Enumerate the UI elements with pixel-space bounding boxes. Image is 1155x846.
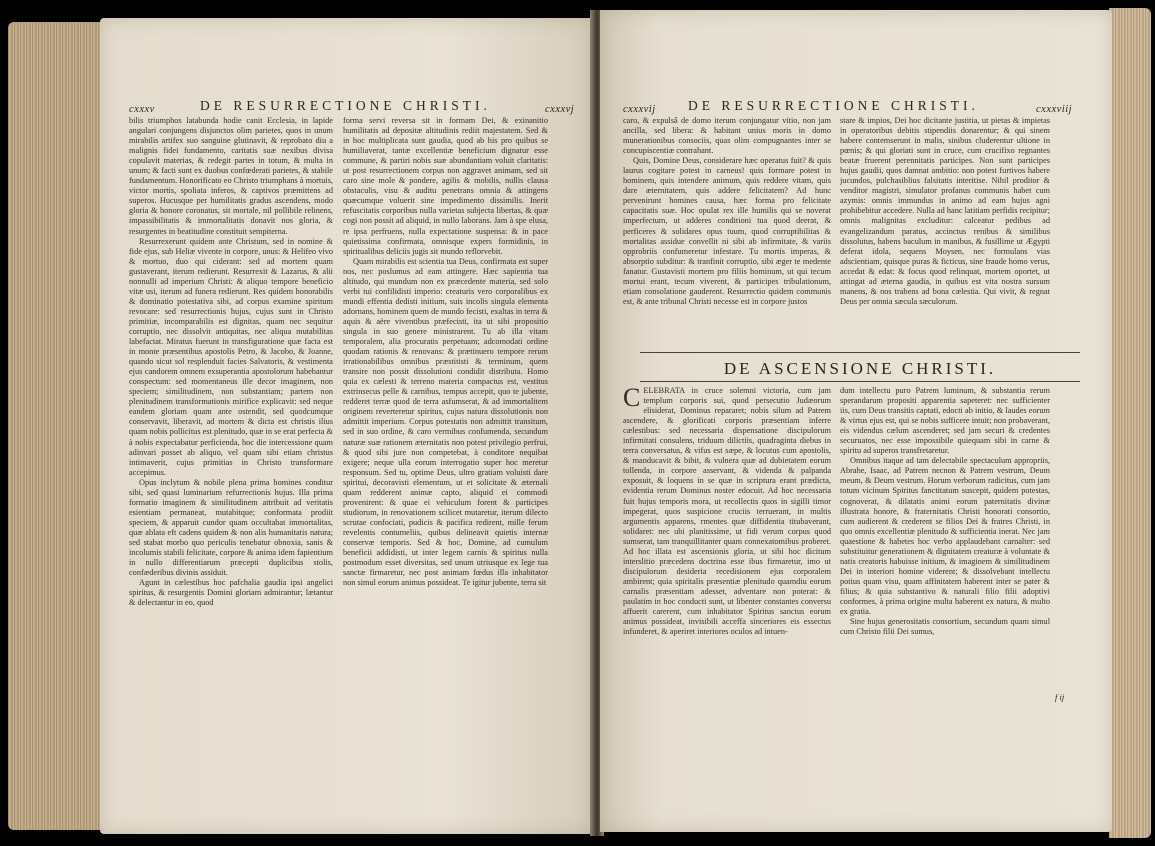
right-column-1 xyxy=(623,116,831,336)
left-column-1 xyxy=(129,116,333,686)
page-edges-left xyxy=(8,22,108,830)
running-title: DE RESURRECTIONE CHRISTI. xyxy=(688,98,979,113)
right-column-3 xyxy=(623,386,831,686)
page-number: cxxxviij xyxy=(1036,104,1073,115)
right-page-number-right-wrap xyxy=(1036,100,1072,116)
drop-cap: C xyxy=(623,386,641,412)
paragraph: Resurrexerunt quidem ante Christum, sed in nomine & fide ejus, sub Heliæ vivente in corpore, unus: & Helifeo vivo & mortuo, duo qui ciderant: sed ad mortem quam gustaverant, iterum redierunt. Resurrexit & Lazarus, & alii nonnulli ad imperium Christi: & aliquo tempore beneficio vitæ usi, iterum ad funera redierunt. Res quidem honorabilis & dominatio potestativa sibi, ad corpus examine spiritum revocare: sed resurrectionis hujus, cujus sunt in Christo primitiæ, incomparabilis est dignitas, quam nec sequitur corruptio, nec dissolvit antiquitas, nec aliqua mutabilitas labefactat. Miratus fuerunt in transfiguratione quæ facta est in monte præsentibus apostolis Petro, & Jacobo, & Joanne, quando sicut sol resplenduit facies Salvatoris, & vestimenta ejus candorem omnem exsuperantia apostolorum habebantur conspectum: sed momentaneus ille decor imaginem, non speciem; similitudinem, non substantiam; partem non plenitudinem transformationis mirifice explicavit: sed neque eandem gloriam quam ante ostendit, sed quodcumque conservavit, liberavit, ad mortem & dicta est christis ilius quam nobis pollicitus est plenitudo, quæ in se erat perfecta & à nobis expectabatur perficienda, hoc die intercessione quam adinvari posset ab aliquo, vel quam sibi etiam christus intimaverit, cujus primitias in Christo transformare accepimus. xyxy=(129,236,333,477)
paragraph: Omnibus itaque ad tam delectabile spectaculum appropriis, Abrahe, Isaac, ad Patrem necnon & Patrem vestrum, Deum meum, & Deum vestrum. Horum verborum radicitus, cum jam totum vicinum Spiritus fanctitatum suscepit, quidem potestas, cognoverat, & dilatatis animi eorum paternitatis divinæ illustrata honore, & fraternitatis Christi honorati consortio, cum audierent & crederent se filios Dei & fratres Christi, in quo omnis excellentiæ plenitudo & sufficientia inerat. Nec jam quaestione & habetes hoc verbo applaudebant carnalter: sed substituitur generationem & dignitatem creaturæ à voluntate & natis creatoris habuisse initium, & imaginem & similitudinem Dei in interiori homine viderent; & dissolvebant intellectu potius quam visu, quam affinitatem haberent inter se pater & filius; & quia substantivo & naturali filio filii adoptivi conformes, à prima origine multa haberent ex natura, & multo ex gratia. xyxy=(840,456,1050,617)
page-number: cxxxvij xyxy=(623,104,656,115)
section-rule-bottom xyxy=(640,381,1080,382)
right-column-4 xyxy=(840,386,1050,690)
page-number: cxxxvj xyxy=(545,104,575,115)
paragraph: Quis, Domine Deus, considerare hæc operatus fuit? & quis laurus cogitare potest in carneus! quis formare potest in hominem, quis intendere animum, quis reddere vitam, quis dare æternitatem, quis addere felicitatem? Ad hunc pervenirunt homines causa, hæc forma pro felicitate capacitatis suæ. Hoc opulat rex ille humilis qui se noverat imperfectum, ut adderes conditioni tua quod deerat, & perficeres & solidares opus tuum, quod corruptibilitas & mortalitas assidue convellit ni sibi ab infirmitate, & variis opprobriis confumeretur infestare. Tu mortis imperas, & absorptio subditur: & tranfinit corruptio, sibi æger te medente fanatur. Gustavisti mortem pro filiis hominum, ut qui tecum mortui erant, tecum viverent, & participes tribulationum, etiam consolatione gauderent. Resurrectio quidem communis est, & ante tribunal Christi necesse est in corpore justos xyxy=(623,156,831,306)
paragraph: caro, & expulsâ de domo iterum conjungatur vitio, non jam ancilla, sed libera: & habitant unius moris in domo munerationibus consociis, quas olim compugnantes inter se concupiscentiæ contrahant. xyxy=(623,116,831,156)
page-edges-right xyxy=(1109,8,1151,838)
paragraph: Agunt in cælestibus hoc pafchalia gaudia ipsi angelici spiritus, & resurgentis Domini gloriam admirantur; lætantur & delectantur in eo, quod xyxy=(129,578,333,608)
right-running-title-wrap xyxy=(688,98,979,114)
paragraph-text: ELEBRATA in cruce solemni victoria, cum jam templum corporis sui, quod persecutio Judæorum elisiderat, Dominus repararet; nobis silum ad Patrem ascendere, & glorificati corporis præsentiam inferre cælestibus: sed necessaria dispensatione discipulorum infirmitati consulens, triduum dilictiis, quadraginta diebus in terra conversatus, & vifus est sæpe, & locutus cum apostolis, & manducavit & bibit, & vulnera quæ ad dubietatem eorum tollenda, in corpore asservant, & videnda & palpanda exposuit, & loquens in se quæ in scriptura erant prædicta, evidentia rerum Dominus noster edocuit. Ad hoc necessaria fuit hujus temporis mora, ut recollectis quos in sigilli timor impegerat, quos suspicione cruciis terruerant, in multis argumentis apparens, rmentes quæ diffidentia titubaverant, solidaret: nec ubi planitissime, ut fidi verum corpus quod sumserat, tam tranquillitanter quam connexatomibus proberet. Ad hoc illata est ascensionis gloria, ut sibi hoc dicitum interslitio præcedens doctrina esse ibus firmaretur, imo ut discipulorum desideria recedisionem ejus corporalem ambirent; quia spiritalis præsentiæ plenitudo quamdiu eorum carnalis præsentiam adesset, adventare non poterat: & paulatim in hoc conducti sunt, ut libenter constantes conversu affuerit carerent, cum inhabitator Spiritus sanctus eorum animus possideat, invisibili acceffa sinceriores eis essectus infunderet, & aperiret interiores oculos ad intuen- xyxy=(623,386,831,637)
signature-mark: f ij xyxy=(1055,692,1065,702)
paragraph xyxy=(623,386,831,637)
running-title: DE RESURRECTIONE CHRISTI. xyxy=(200,98,491,113)
page-number: cxxxv xyxy=(129,104,155,115)
section-rule-top xyxy=(640,352,1080,353)
left-page-header xyxy=(129,100,155,116)
right-page-number-left-wrap xyxy=(623,100,656,116)
paragraph: forma servi reversa sit in formam Dei, & exinanitio humilitatis ad depositæ altitudinis rediit majestatem. Sed & in hoc multiplicata sunt gaudia, quod ab his pro quibus se humiliaverat, tantæ excellentiæ beneficium dignatur esse commune, & partiri nobis suæ abundantiam voluit claritatis: ut post resurrectionem corpus non aggravet animam, sed sit caro sine mole & pondere, agilis & mobilis, nullis clausa obstaculis, visu & auditu penetrans omnia & attingens quæcumque voluerit sine impedimento dissimilis. Inerit refuscitatis corporibus nulla varietas subjecta libertas, & quæ cogi non possit ad aliquid, in nullo laborans. Jam à spe elusa, re ipsa perfruens, nulla expectatione suspensa: & in pace quietissima confirmata, omnisque expers formidinis, in spiritualibus deliciis jugis sit mundo reflorvebit. xyxy=(343,116,548,256)
paragraph: dum intellectu puro Patrem luminum, & substantia rerum sperandarum propositi apparentia sapeteret: nec sufficienter iis, cum Deus transitis captati, edocti ab initio, & laudes eorum & virtus ejus est, qui se nobis sufficere intuit; non probaverant, eis videndus cælum ascenderet; sed jam securi & credentes securuatos, nec esse impossibile quiequam sibi in carne & spiritu ad superos transfretaretur. xyxy=(840,386,1050,456)
paragraph: stare & impios, Dei hoc dicitante justitia, ut pietas & impietas in operatoribus debitis stipendiis donarentur; & qui sinem habere contemserunt in malis, sinibus cluderentur ultione in pœnis; & qui gloriati sunt in cruce, cum crucifixo regnantes beatæ fruerent perennitatis participes. Non sunt participes hujus gaudii, quos damnat ambitio: non potest furtivos habere jucundos, pulchasiblius falsitatis interitise. Nihil proditor & venditor magistri, simulator profanus communis habet cum azymis: omnis immundus in animo ad eam hujus agni prohibebitur accedere. Nulla ad hanc latitiam perfidis recipitur; omnis malignitas excluditur: calceatur pedibus ad evangelizandum paratus, accinctus renibus & similibus dissolutus, habens baculum in manibus, & fusillime ut Ægypti deferat idola, sequens Moysen, nec formulans vias adscientiam, quisque puras & ficticus, sine fraude homo verus, accedat & edat: & focus quod relinquat, mortem oportet, ut attingat ad æterna gaudia, in quibus est vita nostra sursum manens, & nos trabens ad bona cælestia. Qui vivit, & regnat Deus per omnia sæcula sæculorum. xyxy=(840,116,1050,306)
paragraph: Opus inclytum & nobile plena prima homines conditur sibi, sed quasi luminarium refurrectionis hujus. Illa prima formatio imaginem & similitudinem attribuit ad veritatis esientiam permaneat, mutabitque; conformata prodiit speciem, & apparuit cundor quam occultabat immortalitas, quæ ablata eft cadens quidem & non alis humanitatis natura; sed stabat morbo quo periculis tenebatur obnoxia, sanis & incolumis stabili felicitate, corpore & anima idem fapientium in nullo differentiarum præcepti duplicibus stolis, confæderibus divinis assiduit. xyxy=(129,477,333,578)
paragraph: Sine hujus generositatis consortium, secundum quam simul cum Christo filii Dei sumus, xyxy=(840,617,1050,637)
paragraph: Quam mirabilis est scientia tua Deus, confirmata est super nos, nec poslumus ad eam attingere. Hæc sapientia tua altitudo, qui mundum non ex præcedente materia, sed solo verbi tui confilidisti imperio: creaturis vero corporalibus ex mundi effentia dedisti initium, suis incolis singula elementa adornans, hominem quem de mundo fecisti, exaltas in terra & aquis & aëre viventibus præfecisti, ita ut sibi propositio singula in suo genere ministrarent. Tu ab illa vitam temporalem, alia procuratis perpetuam; adcomodati ordine quodam rationis & renovans: & prætinuero tempore rerum irrationabilibus omnibus præstitisti & terminum, quem transire non possit dissolutioni condidit distributa. Homo quia ex cælesti & terreno materia compactus est, vestitus extrinsecus pelle & carnibus, tempus accepit, quo te jubente, redderet terræ quod de terra asfumserat, & ad immortalitem originem reverteretur spiritus, cujus natura dissolutionis non admittit imperium. Corpus potestatis non admittit transitum, sed in suo ordine, & caro vermibus confumenda, secundum naturæ suæ rationem æternitatis non potest privilegio perfrui, & quod sibi jure non competebat, à conditore nequibat exigere; neque ulla eorum interrogatio super hoc meretur responsum. Sed tu, optime Deus, ultro gratiam voluisti dare spiritui, decoravisti elementum, ut et solicitate & æternali quam redderent animæ capto, aliquid ei commodi provenirent: & quae ei vehiculum forent & participes studiorum, in renovationem scilicet mutaretur, iterum dilecto scrutae confociati, pudicis & pacifica redirent, mille ferum revelentis contumeliis, quibus delineavit quietis internæ conservæ temporis. Sed & hoc, Domine, ad cumulum beneficii addidisti, ut inter legem carnis & spiritus nulla postmodum esset diversitas, sed unum utriusque ex lege tua sanctæ firmaretur, nec post animam fœdus illa inhabitator non simul eorum animus possideat. Te igitur jubente, terra sit xyxy=(343,256,548,588)
left-running-title-wrap xyxy=(200,98,491,114)
paragraph: bilis triumphos latabunda hodie canit Ecclesia, in lapide angulari conjungens disjunctos olim parietes, quos in unum mirabilis artifex suo sanguine glutinavit, & reprobato diu a malignis fidei fundamento, caritatis suæ nexibus divisa copulavit materias, & redegit partes in totum, & multa in unum; & facti sunt ex duobus confœderati parietes, & stabile fundamentum. Honorificato eo Christo triumphans à mortuis, victor mortis, spoliata inferos, & captivos præmittens ad superos. Hucusque per humilitatis gradus ascendens, modo gloria & honore coronatus, sit mortale, nil pollibile relinens, impassibilitatis & immortalitatis donavit nos gloria, & resurgentes in beatitudine constituit sempiterna. xyxy=(129,116,333,236)
left-column-2 xyxy=(343,116,548,686)
section-title: DE ASCENSIONE CHRISTI. xyxy=(723,359,997,378)
right-column-2 xyxy=(840,116,1050,336)
left-page-number-right-wrap xyxy=(545,100,574,116)
